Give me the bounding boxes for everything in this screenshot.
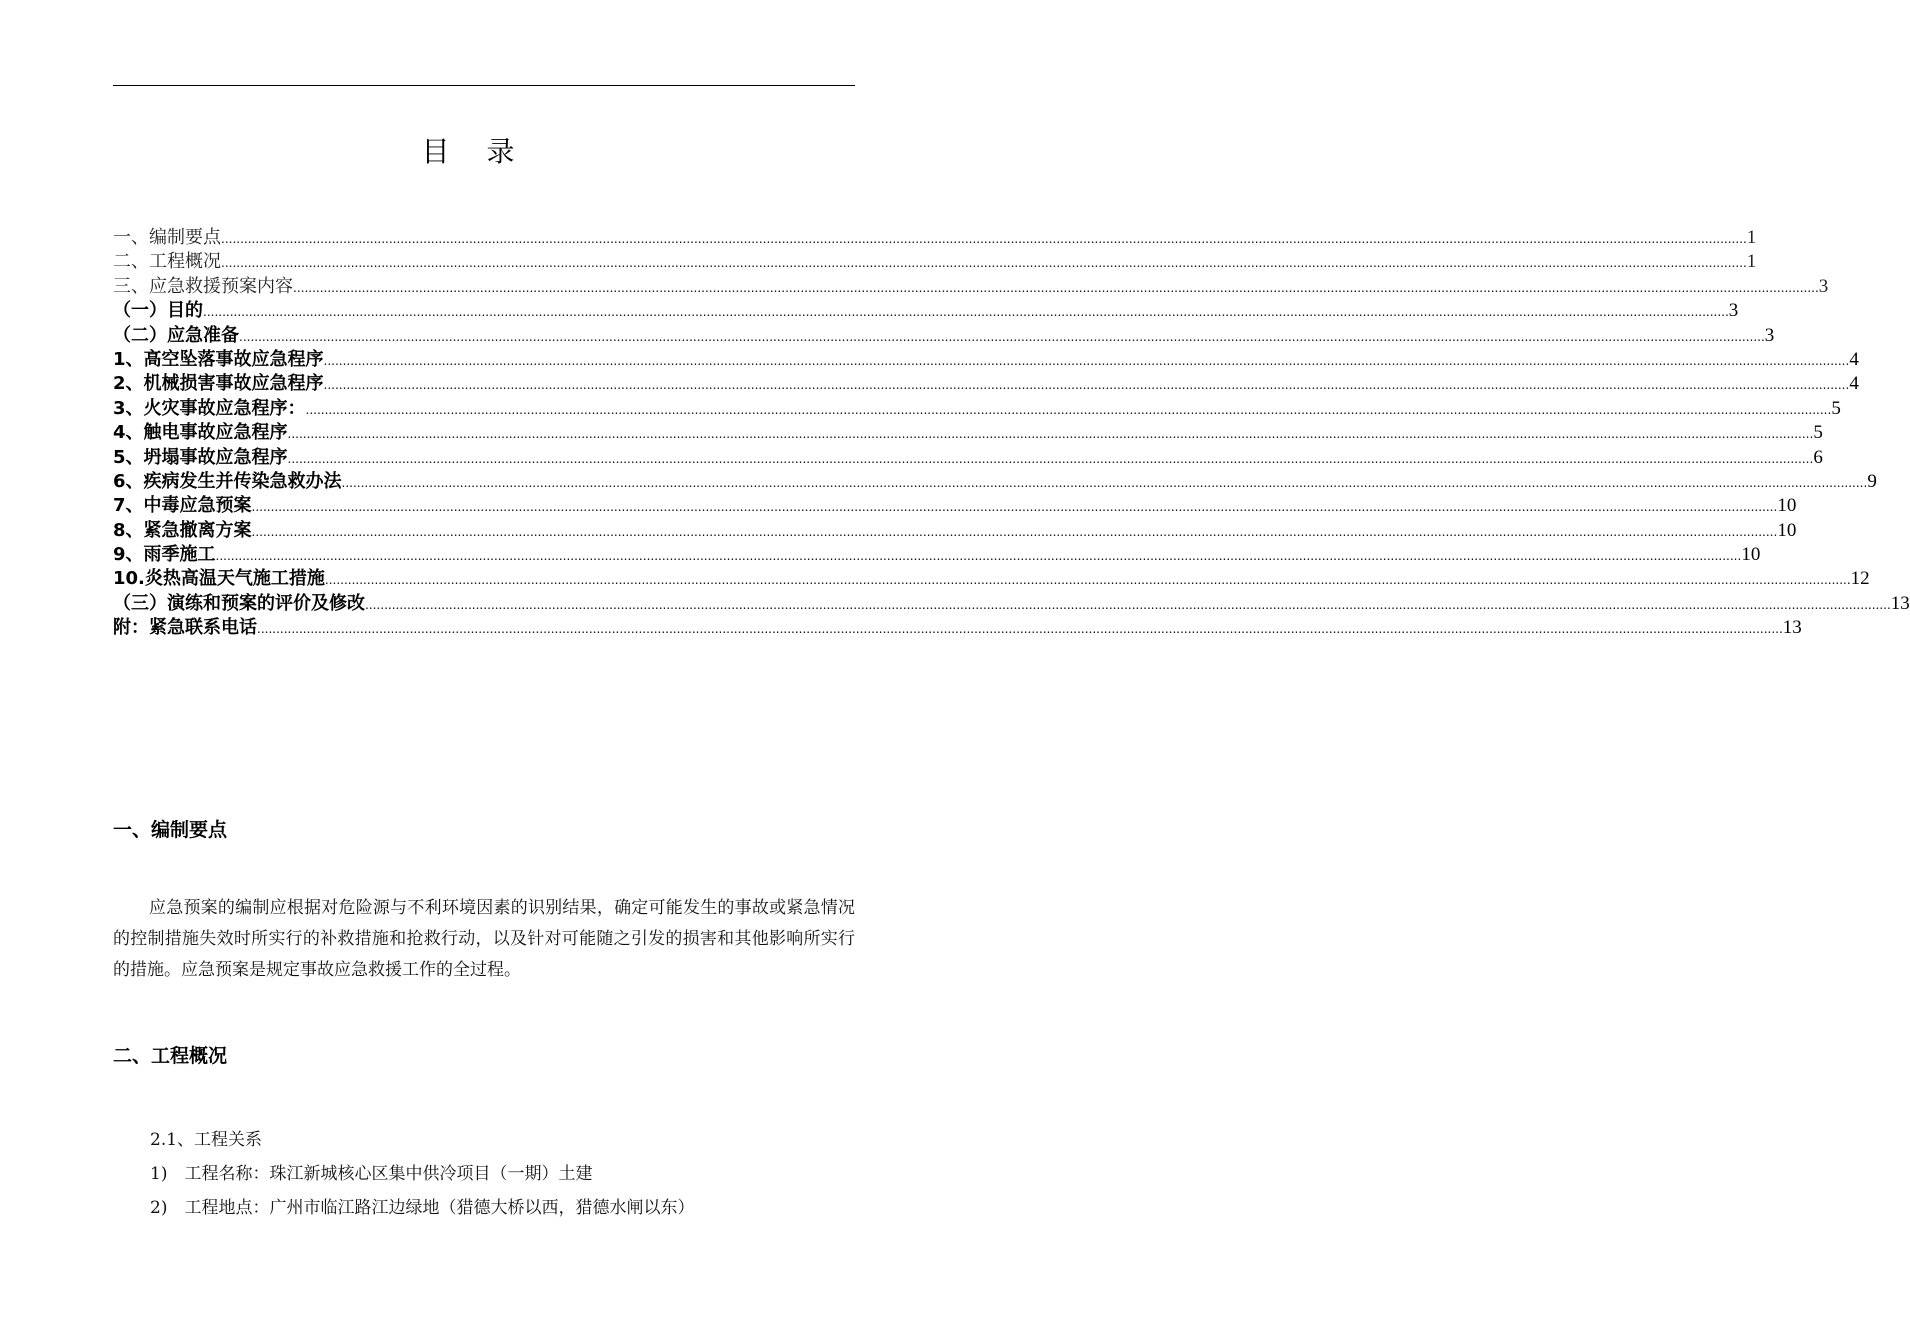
toc-entry-text: （二）应急准备	[113, 324, 239, 346]
toc-page-number: 13	[1782, 617, 1802, 639]
toc-page-number: 12	[1850, 568, 1870, 590]
toc-page-number: 5	[1831, 397, 1841, 419]
toc-entry-text: 一、编制要点	[113, 227, 221, 248]
section-heading-compilation-points: 一、编制要点	[113, 819, 228, 841]
toc-leader-dots: ................................................................................................................................................................................................................................................................................................................................................................................................................	[323, 353, 1850, 368]
toc-entry-text: 三、应急救援预案内容	[113, 275, 293, 297]
toc-leader-dots: ................................................................................................................................................................................................................................................................................................................................................................................................................	[293, 280, 1819, 295]
toc-entry[interactable]	[113, 372, 1859, 396]
toc-entry[interactable]	[113, 494, 1797, 518]
toc-page-number: 3	[1764, 324, 1775, 346]
toc-page-number: 10	[1777, 519, 1797, 541]
section-paragraph: 应急预案的编制应根据对危险源与不利环境因素的识别结果，确定可能发生的事故或紧急情况的控制措施失效时所实行的补救措施和抢救行动，以及针对可能随之引发的损害和其他影响所实行的措施。应急预案是规定事故应急救援工作的全过程。	[113, 898, 855, 980]
toc-leader-dots: ................................................................................................................................................................................................................................................................................................................................................................................................................	[305, 402, 1832, 417]
toc-entry[interactable]	[113, 519, 1797, 543]
toc-entry[interactable]	[113, 446, 1823, 470]
subsection-heading: 2.1、工程关系	[150, 1130, 263, 1150]
header-rule	[113, 85, 855, 86]
toc-page-number: 10	[1741, 544, 1761, 566]
toc-entry-text: 5、坍塌事故应急程序	[113, 446, 288, 468]
toc-entry[interactable]	[113, 275, 1829, 299]
toc-page-number: 10	[1777, 495, 1797, 517]
toc-entry-text: 附：紧急联系电话	[113, 617, 257, 639]
toc-entry-text: 二、工程概况	[113, 251, 221, 273]
toc-leader-dots: ................................................................................................................................................................................................................................................................................................................................................................................................................	[287, 427, 1814, 442]
toc-entry-text: 4、触电事故应急程序	[113, 422, 288, 444]
toc-leader-dots: ................................................................................................................................................................................................................................................................................................................................................................................................................	[251, 500, 1778, 515]
toc-leader-dots: ................................................................................................................................................................................................................................................................................................................................................................................................................	[365, 597, 1891, 612]
toc-leader-dots: ................................................................................................................................................................................................................................................................................................................................................................................................................	[221, 232, 1747, 246]
toc-leader-dots: ................................................................................................................................................................................................................................................................................................................................................................................................................	[215, 549, 1742, 564]
toc-page-number: 1	[1746, 227, 1757, 248]
toc-entry-text: （一）目的	[113, 300, 203, 322]
toc-entry-text: 3、火灾事故应急程序：	[113, 397, 306, 419]
toc-entry[interactable]	[113, 543, 1761, 567]
toc-entry-text: 10.炎热高温天气施工措施	[113, 568, 325, 590]
toc-leader-dots: ................................................................................................................................................................................................................................................................................................................................................................................................................	[239, 329, 1765, 344]
toc-entry[interactable]	[113, 592, 1910, 616]
toc-leader-dots: ................................................................................................................................................................................................................................................................................................................................................................................................................	[341, 475, 1868, 490]
toc-page-number: 4	[1849, 348, 1859, 370]
toc-leader-dots: ................................................................................................................................................................................................................................................................................................................................................................................................................	[221, 256, 1747, 271]
toc-entry-text: 8、紧急撤离方案	[113, 519, 252, 541]
list-item: 2) 工程地点：广州市临江路江边绿地（猎德大桥以西，猎德水闸以东）	[150, 1198, 695, 1218]
toc-page-number: 3	[1818, 275, 1829, 297]
toc-entry[interactable]	[113, 470, 1877, 494]
toc-page-number: 3	[1728, 300, 1739, 322]
toc-leader-dots: ................................................................................................................................................................................................................................................................................................................................................................................................................	[251, 524, 1778, 539]
toc-page-number: 1	[1746, 251, 1757, 273]
table-of-contents	[113, 226, 1910, 641]
toc-entry-text: 6、疾病发生并传染急救办法	[113, 470, 342, 492]
toc-page-number: 9	[1867, 470, 1877, 492]
toc-leader-dots: ................................................................................................................................................................................................................................................................................................................................................................................................................	[287, 451, 1814, 466]
toc-leader-dots: ................................................................................................................................................................................................................................................................................................................................................................................................................	[323, 378, 1850, 393]
toc-entry-text: （三）演练和预案的评价及修改	[113, 592, 365, 614]
toc-entry-text: 2、机械损害事故应急程序	[113, 373, 324, 395]
toc-entry[interactable]	[113, 250, 1757, 274]
toc-page-number: 5	[1813, 422, 1823, 444]
toc-entry[interactable]	[113, 397, 1841, 421]
toc-leader-dots: ................................................................................................................................................................................................................................................................................................................................................................................................................	[324, 573, 1851, 588]
toc-page-number: 6	[1813, 446, 1823, 468]
toc-title: 目 录	[421, 135, 529, 168]
toc-entry[interactable]	[113, 299, 1739, 323]
toc-entry-text: 9、雨季施工	[113, 544, 216, 566]
section-heading-project-overview: 二、工程概况	[113, 1045, 228, 1067]
toc-entry-text: 1、高空坠落事故应急程序	[113, 348, 324, 370]
toc-entry[interactable]	[113, 324, 1775, 348]
list-item: 1) 工程名称：珠江新城核心区集中供冷项目（一期）土建	[150, 1164, 593, 1184]
toc-entry-text: 7、中毒应急预案	[113, 495, 252, 517]
toc-page-number: 4	[1849, 373, 1859, 395]
toc-entry[interactable]	[113, 348, 1859, 372]
toc-entry[interactable]	[113, 567, 1870, 591]
toc-leader-dots: ................................................................................................................................................................................................................................................................................................................................................................................................................	[203, 305, 1729, 320]
toc-entry[interactable]	[113, 421, 1823, 445]
toc-page-number: 13	[1890, 592, 1910, 614]
toc-leader-dots: ................................................................................................................................................................................................................................................................................................................................................................................................................	[257, 622, 1783, 637]
toc-entry[interactable]	[113, 616, 1802, 640]
toc-entry[interactable]	[113, 226, 1757, 250]
